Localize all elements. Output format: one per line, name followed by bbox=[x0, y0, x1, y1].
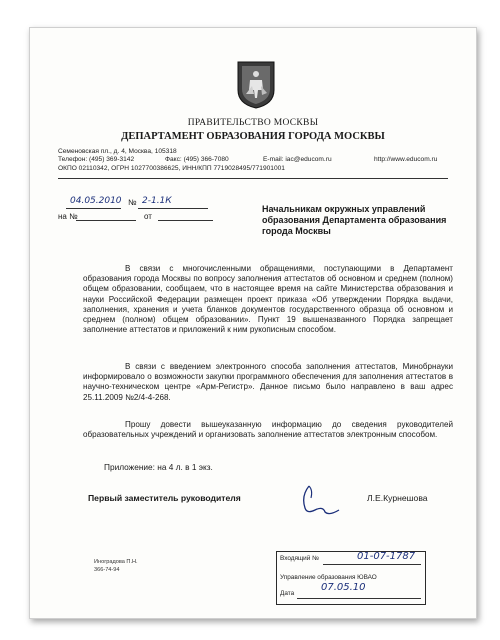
from-label: от bbox=[144, 212, 152, 221]
executor-name: Иноградова П.Н. bbox=[94, 559, 138, 565]
paragraph-3: Прошу довести вышеуказанную информацию до сведения руководителей образовательных учреждений и организовать заполнение аттестатов электронным способом. bbox=[83, 420, 453, 440]
stamp-date: 07.05.10 bbox=[321, 582, 366, 593]
phone-line: Телефон: (495) 369-3142 bbox=[58, 156, 135, 163]
stamp-incoming-label: Входящий № bbox=[280, 555, 319, 562]
document-page bbox=[29, 27, 477, 619]
government-heading: ПРАВИТЕЛЬСТВО МОСКВЫ bbox=[187, 118, 319, 128]
website-line: http://www.educom.ru bbox=[374, 156, 438, 163]
handwritten-signature bbox=[295, 480, 345, 520]
stamp-incoming-number: 01-07-1787 bbox=[357, 551, 416, 562]
signatory-position: Первый заместитель руководителя bbox=[88, 493, 241, 503]
executor-phone: 366-74-94 bbox=[94, 567, 120, 573]
number-sign: № bbox=[128, 198, 137, 207]
outgoing-date: 04.05.2010 bbox=[70, 196, 122, 206]
department-heading: ДЕПАРТАМЕНТ ОБРАЗОВАНИЯ ГОРОДА МОСКВЫ bbox=[121, 131, 385, 142]
incoming-stamp bbox=[276, 551, 426, 605]
email-line: E-mail: iac@educom.ru bbox=[263, 156, 332, 163]
recipient-block: Начальникам окружных управлений образования Департамента образования города Москвы bbox=[262, 204, 447, 236]
to-label: на № bbox=[58, 212, 78, 221]
paragraph-1: В связи с многочисленными обращениями, поступающими в Департамент образования города Москвы по вопросу заполнения аттестатов об основном и среднем (полном) общем образовании, сообщаем, что в настоящее время на сайте Министерства образования и науки Российской Федерации размещен проект приказа «Об утверждении Порядка выдачи, заполнения, хранения и учета бланков документов государственного образца об основном и среднем (полном) общем образовании». Пункт 19 вышеназванного Порядка запрещает заполнение аттестатов и приложений к ним рукописным способом. bbox=[83, 264, 453, 335]
ids-line: ОКПО 02110342, ОГРН 1027700386625, ИНН/КПП 7719028495/771901001 bbox=[58, 165, 285, 172]
stamp-date-label: Дата bbox=[280, 590, 295, 597]
outgoing-number: 2-1.1К bbox=[142, 196, 172, 206]
executor-block bbox=[94, 558, 138, 574]
moscow-coat-of-arms-icon bbox=[236, 60, 276, 110]
address-line: Семеновская пл., д. 4, Москва, 105318 bbox=[58, 148, 177, 155]
paragraph-2: В связи с введением электронного способа заполнения аттестатов, Минобрнауки информировало о возможности закупки программного обеспечения для заполнения аттестатов в научно-техническом центре «Арм-Регистр». Данное письмо было направлено в ваш адрес 25.11.2009 №2/4-4-268. bbox=[83, 362, 453, 402]
registration-block bbox=[58, 198, 248, 228]
signatory-name: Л.Е.Курнешова bbox=[367, 493, 428, 503]
header-divider bbox=[58, 178, 448, 179]
stamp-org: Управление образования ЮВАО bbox=[280, 574, 377, 581]
fax-line: Факс: (495) 366-7080 bbox=[165, 156, 229, 163]
attachment-note: Приложение: на 4 л. в 1 экз. bbox=[104, 462, 213, 472]
